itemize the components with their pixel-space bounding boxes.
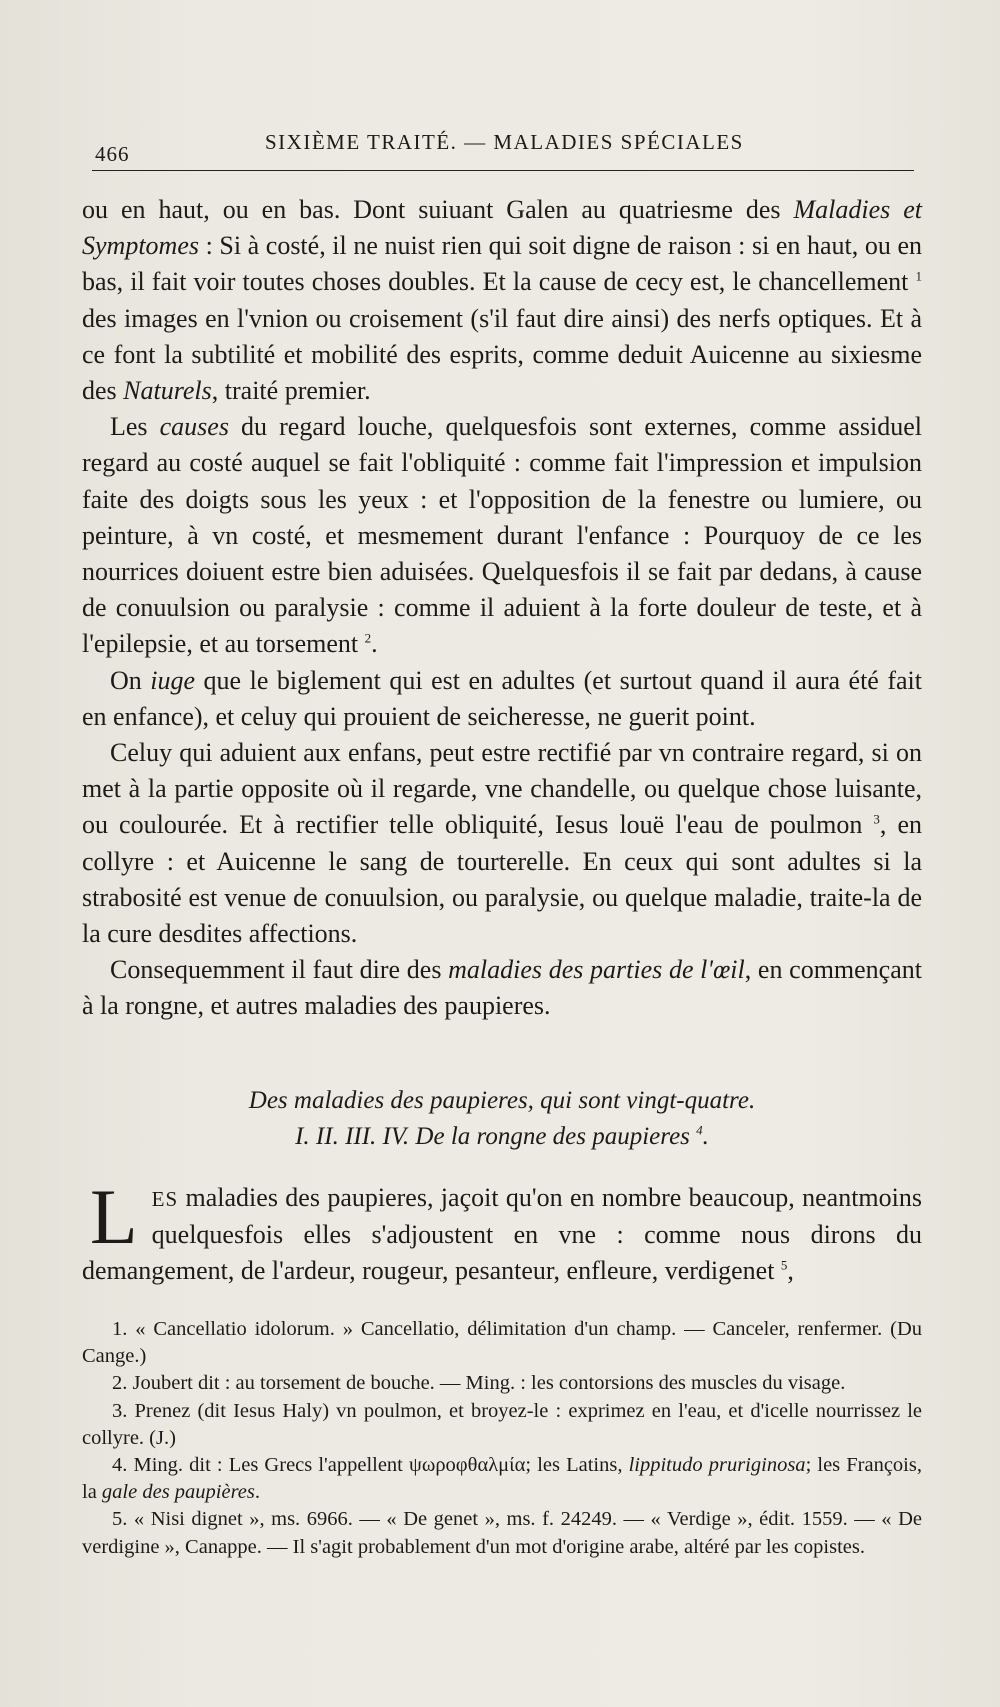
french-term: gale des paupières (101, 1481, 255, 1504)
footnote-5: 5. « Nisi dignet », ms. 6966. — « De genet », ms. f. 24249. — « Verdige », édit. 1559. — « De verdigine », Canappe. — Il s'agit probablement d'un mot d'origine arabe, altéré par les copistes. (82, 1508, 922, 1558)
greek-term: ψωροφθαλμία (409, 1454, 526, 1477)
footnote-3: 3. Prenez (dit Iesus Haly) vn poulmon, et broyez-le : exprimez en l'eau, et d'icelle nourrissez le collyre. (J.) (82, 1399, 922, 1449)
paragraph-2: Les causes du regard louche, quelquesfois sont externes, comme assiduel regard au costé auquel se fait l'obliquité : comme fait l'impression et impulsion faite des doigts sous les yeux : et l'opposition de la fenestre ou lumiere, ou peinture, à vn costé, et mesmement durant l'enfance : Pourquoy de ce les nourrices doiuent estre bien aduisées. Quelquesfois il se fait par dedans, à cause de conuulsion ou paralysie : comme il aduient à la forte douleur de teste, et à l'epilepsie, et au torsement $^2$. (82, 412, 922, 659)
paragraph-1: ou en haut, ou en bas. Dont suiuant Galen au quatriesme des Maladies et Symptomes : Si à costé, il ne nuist rien qui soit digne de raison : si en haut, ou en bas, il fait voir toutes choses doubles. Et la cause de cecy est, le chancellement $^1$ des images en l'vnion ou croisement (s'il faut dire ainsi) des nerfs optiques. Et à ce font la subtilité et mobilité des esprits, comme deduit Auicenne au sixiesme des Naturels, traité premier. (82, 195, 923, 406)
emphasis: causes (159, 412, 229, 442)
footnotes (82, 1316, 922, 1561)
work-title: Maladies et Symptomes (82, 195, 923, 261)
page-number: 466 (95, 142, 130, 166)
main-text (82, 192, 922, 1025)
header-rule (92, 170, 914, 171)
running-title: SIXIÈME TRAITÉ. — MALADIES SPÉCIALES (265, 130, 744, 154)
paragraph-4: Celuy qui aduient aux enfans, peut estre rectifié par vn contraire regard, si on met à la partie opposite où il regarde, vne chandelle, ou quelque chose luisante, ou coulourée. Et à rectifier telle obliquité, Iesus louë l'eau de poulmon $^3$, en collyre : et Auicenne le sang de tourterelle. En ceux qui sont adultes si la strabosité est venue de conuulsion, ou paralysie, ou quelque maladie, traite-la de la cure desdites affections. (82, 738, 922, 949)
small-caps: ES (151, 1187, 179, 1211)
footnote-ref: 5 (780, 1257, 788, 1273)
footnote-2: 2. Joubert dit : au torsement de bouche. — Ming. : les contorsions des muscles du visage. (112, 1372, 846, 1395)
paragraph-5: Consequemment il faut dire des maladies des parties de l'œil, en commençant à la rongne, et autres maladies des paupieres. (82, 955, 922, 1021)
paragraph-3: On iuge que le biglement qui est en adultes (et surtout quand il aura été fait en enfance), et celuy qui prouient de seicheresse, ne guerit point. (82, 665, 922, 731)
page-header (95, 128, 913, 168)
footnote-ref: 3 (873, 811, 880, 827)
emphasis: maladies des parties de l'œil (448, 955, 745, 985)
section-heading-line-2: I. II. III. IV. De la rongne des paupieres $^4$. (295, 1122, 709, 1150)
footnote-4: 4. Ming. dit : Les Grecs l'appellent ψωροφθαλμία; les Latins, lippitudo pruriginosa; les François, la gale des paupières. (82, 1454, 922, 1504)
section-heading (82, 1083, 922, 1155)
emphasis: iuge (150, 665, 196, 695)
latin-term: lippitudo pruriginosa (628, 1454, 806, 1477)
work-title: Naturels (123, 376, 212, 406)
footnote-1: 1. « Cancellatio idolorum. » Cancellatio, délimitation d'un champ. — Canceler, renfermer. (Du Cange.) (82, 1318, 922, 1368)
section-heading-line-1: Des maladies des paupieres, qui sont vingt-quatre. (248, 1087, 756, 1114)
footnote-ref: 4 (696, 1122, 703, 1138)
footnote-ref: 1 (915, 268, 922, 284)
drop-cap: L (90, 1173, 138, 1260)
footnote-ref: 2 (364, 630, 372, 646)
section-body: LES maladies des paupieres, jaçoit qu'on en nombre beaucoup, neantmoins quelquesfois elles s'adjoustent en vne : comme nous dirons du demangement, de l'ardeur, rougeur, pesanteur, enfleure, verdigenet $^5$, (82, 1173, 922, 1285)
